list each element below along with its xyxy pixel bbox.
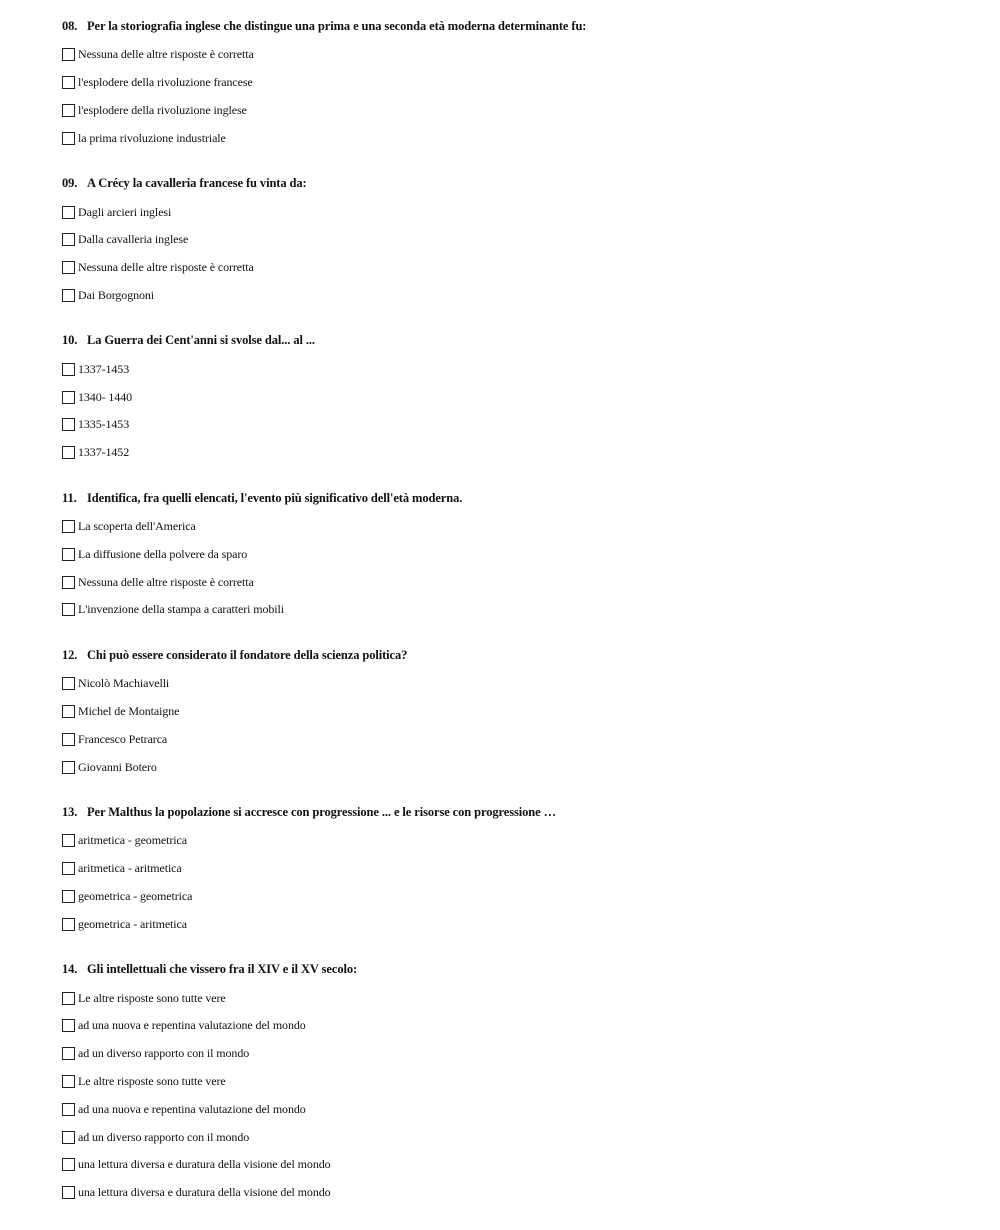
answer-option[interactable] [62, 254, 962, 282]
question-block [62, 804, 962, 938]
answer-checkbox[interactable] [62, 261, 75, 274]
answer-checkbox[interactable] [62, 206, 75, 219]
answer-checkbox[interactable] [62, 289, 75, 302]
answer-option-label: Le altre risposte sono tutte vere [78, 990, 226, 1005]
question-number: 10. [62, 333, 78, 348]
question-number: 11. [62, 490, 77, 505]
answer-option-label: geometrica - aritmetica [78, 916, 187, 931]
question-block [62, 961, 962, 1206]
answer-option-label: aritmetica - geometrica [78, 833, 187, 848]
answer-checkbox[interactable] [62, 1131, 75, 1144]
answer-option[interactable] [62, 568, 962, 596]
question-block [62, 490, 962, 624]
answer-option[interactable] [62, 540, 962, 568]
answer-option-label: una lettura diversa e duratura della visione del mondo [78, 1185, 331, 1200]
answer-checkbox[interactable] [62, 834, 75, 847]
answer-option-label: ad un diverso rapporto con il mondo [78, 1129, 250, 1144]
answer-checkbox[interactable] [62, 862, 75, 875]
answer-checkbox[interactable] [62, 677, 75, 690]
answer-checkbox[interactable] [62, 391, 75, 404]
answer-option[interactable] [62, 596, 962, 624]
answer-option-label: La diffusione della polvere da sparo [78, 546, 248, 561]
answer-option-label: l'esplodere della rivoluzione inglese [78, 102, 247, 117]
answer-checkbox[interactable] [62, 576, 75, 589]
question-number: 13. [62, 804, 78, 819]
answer-option[interactable] [62, 513, 962, 541]
question-number: 08. [62, 19, 78, 33]
quiz-document [62, 18, 962, 1230]
answer-checkbox[interactable] [62, 1103, 75, 1116]
answer-checkbox[interactable] [62, 1075, 75, 1088]
answer-option-label: 1340- 1440 [78, 389, 132, 404]
question-number: 09. [62, 176, 78, 191]
question-block [62, 332, 962, 466]
answer-option-label: Dai Borgognoni [78, 287, 155, 302]
answer-option[interactable] [62, 698, 962, 726]
answer-option[interactable] [62, 1095, 962, 1123]
answer-option-label: La scoperta dell'America [78, 518, 196, 533]
answer-option-label: Nessuna delle altre risposte è corretta [78, 260, 254, 275]
answer-option-label: la prima rivoluzione industriale [78, 130, 226, 145]
answer-option[interactable] [62, 411, 962, 439]
answer-option-label: ad una nuova e repentina valutazione del mondo [78, 1101, 306, 1116]
question-block [62, 175, 962, 309]
answer-option[interactable] [62, 1179, 962, 1207]
answer-option-label: Nicolò Machiavelli [78, 676, 170, 691]
answer-option-label: ad un diverso rapporto con il mondo [78, 1046, 250, 1061]
answer-checkbox[interactable] [62, 233, 75, 246]
answer-option-label: 1337-1452 [78, 445, 130, 460]
answer-checkbox[interactable] [62, 48, 75, 61]
answer-option-label: Le altre risposte sono tutte vere [78, 1073, 226, 1088]
answer-option-label: ad una nuova e repentina valutazione del mondo [78, 1018, 306, 1033]
question-text: Per Malthus la popolazione si accresce con progressione ... e le risorse con progressione … [87, 804, 556, 819]
answer-checkbox[interactable] [62, 890, 75, 903]
answer-option[interactable] [62, 41, 962, 69]
answer-option-label: Nessuna delle altre risposte è corretta [78, 47, 254, 62]
answer-checkbox[interactable] [62, 603, 75, 616]
answer-option-label: aritmetica - aritmetica [78, 861, 182, 876]
question-text: Per la storiografia inglese che distingue una prima e una seconda età moderna determinante fu: [87, 19, 587, 33]
question-title [62, 18, 962, 34]
answer-checkbox[interactable] [62, 132, 75, 145]
answer-checkbox[interactable] [62, 1186, 75, 1199]
answer-option[interactable] [62, 670, 962, 698]
answer-option[interactable] [62, 883, 962, 911]
answer-option[interactable] [62, 1040, 962, 1068]
answer-checkbox[interactable] [62, 76, 75, 89]
question-number: 14. [62, 962, 78, 977]
question-title [62, 175, 962, 191]
answer-option[interactable] [62, 124, 962, 152]
answer-checkbox[interactable] [62, 992, 75, 1005]
answer-checkbox[interactable] [62, 548, 75, 561]
answer-option[interactable] [62, 725, 962, 753]
answer-checkbox[interactable] [62, 520, 75, 533]
answer-option-label: una lettura diversa e duratura della visione del mondo [78, 1157, 331, 1172]
question-text: Chi può essere considerato il fondatore della scienza politica? [87, 647, 408, 662]
question-text: Identifica, fra quelli elencati, l'evento più significativo dell'età moderna. [87, 490, 463, 505]
question-title [62, 490, 962, 506]
answer-checkbox[interactable] [62, 761, 75, 774]
answer-option[interactable] [62, 383, 962, 411]
answer-option[interactable] [62, 355, 962, 383]
answer-checkbox[interactable] [62, 918, 75, 931]
question-text: La Guerra dei Cent'anni si svolse dal... al ... [87, 333, 315, 348]
answer-option-label: geometrica - geometrica [78, 888, 193, 903]
answer-checkbox[interactable] [62, 1047, 75, 1060]
answer-option[interactable] [62, 753, 962, 781]
answer-option[interactable] [62, 69, 962, 97]
answer-option-label: Dagli arcieri inglesi [78, 204, 172, 219]
question-title [62, 332, 962, 348]
answer-option[interactable] [62, 855, 962, 883]
question-title [62, 961, 962, 977]
question-text: A Crécy la cavalleria francese fu vinta da: [87, 176, 307, 191]
question-text: Gli intellettuali che vissero fra il XIV e il XV secolo: [87, 962, 358, 977]
answer-option-label: Nessuna delle altre risposte è corretta [78, 574, 254, 589]
answer-option[interactable] [62, 984, 962, 1012]
question-block [62, 647, 962, 781]
answer-option-label: Michel de Montaigne [78, 703, 180, 718]
answer-option-label: Francesco Petrarca [78, 731, 168, 746]
question-title [62, 647, 962, 663]
answer-option[interactable] [62, 439, 962, 467]
answer-option[interactable] [62, 1012, 962, 1040]
answer-checkbox[interactable] [62, 446, 75, 459]
answer-option[interactable] [62, 226, 962, 254]
question-block [62, 18, 962, 152]
answer-option[interactable] [62, 97, 962, 125]
answer-checkbox[interactable] [62, 418, 75, 431]
answer-option-label: 1335-1453 [78, 417, 130, 432]
answer-option-label: Giovanni Botero [78, 759, 157, 774]
question-number: 12. [62, 647, 78, 662]
answer-checkbox[interactable] [62, 363, 75, 376]
answer-option[interactable] [62, 282, 962, 310]
answer-option-label: L'invenzione della stampa a caratteri mobili [78, 602, 285, 617]
answer-checkbox[interactable] [62, 1019, 75, 1032]
answer-option-label: Dalla cavalleria inglese [78, 232, 189, 247]
answer-option[interactable] [62, 198, 962, 226]
answer-checkbox[interactable] [62, 104, 75, 117]
answer-option[interactable] [62, 910, 962, 938]
answer-checkbox[interactable] [62, 705, 75, 718]
answer-option-label: 1337-1453 [78, 361, 130, 376]
question-title [62, 804, 962, 820]
answer-checkbox[interactable] [62, 733, 75, 746]
answer-option[interactable] [62, 1068, 962, 1096]
answer-option[interactable] [62, 1123, 962, 1151]
answer-option-label: l'esplodere della rivoluzione francese [78, 75, 253, 90]
answer-option[interactable] [62, 827, 962, 855]
